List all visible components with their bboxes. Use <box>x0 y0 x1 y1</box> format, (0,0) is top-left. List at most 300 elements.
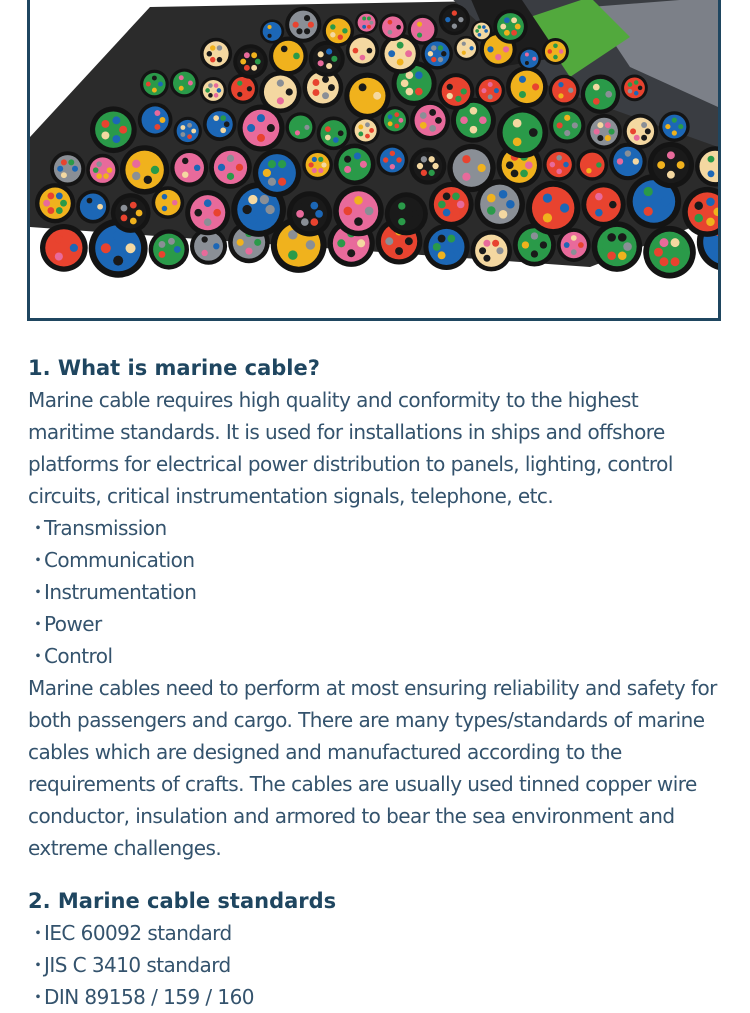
cable-core <box>107 167 113 173</box>
cable-core <box>443 209 451 217</box>
cable-core <box>447 251 455 259</box>
bullet-mark: ・ <box>28 953 48 977</box>
cable-core <box>429 125 436 132</box>
cable-core <box>532 83 539 90</box>
bullet-mark: ・ <box>28 516 48 540</box>
cable-core <box>447 93 453 99</box>
cable-core <box>310 202 318 210</box>
cable-core <box>312 79 319 86</box>
cable-core <box>328 84 335 91</box>
cable-core <box>492 240 499 247</box>
cable-core <box>365 207 374 216</box>
cable-core <box>358 125 363 130</box>
cable-core <box>607 251 616 260</box>
cable-core <box>571 249 577 255</box>
cable-core <box>214 83 219 88</box>
cable-core <box>455 81 461 87</box>
cable-core <box>553 44 558 49</box>
cable-core <box>208 83 213 88</box>
bullet-mark: ・ <box>28 548 48 572</box>
cable-core <box>558 93 563 98</box>
cable-core <box>213 209 221 217</box>
cable-core <box>644 187 653 196</box>
cable-core <box>429 109 436 116</box>
list-item: ・Communication <box>28 544 730 576</box>
cable-core <box>657 161 665 169</box>
cable-core <box>210 57 215 62</box>
cable-core <box>247 124 255 132</box>
cable-core <box>623 242 632 251</box>
cable-core <box>152 76 157 81</box>
application-list <box>28 512 730 672</box>
cable-core <box>217 88 222 93</box>
cable-core <box>151 166 159 174</box>
cable-core <box>93 167 99 173</box>
cable-core <box>641 122 647 128</box>
cable-core <box>595 193 603 201</box>
cable-core <box>405 50 412 57</box>
cable-core <box>213 243 219 249</box>
cable-core <box>159 241 166 248</box>
cable-core <box>112 135 120 143</box>
cable-core <box>628 89 633 94</box>
cable-core <box>180 132 185 137</box>
cable-core <box>429 156 435 162</box>
cable-core <box>617 158 623 164</box>
cable-core <box>405 237 413 245</box>
cable-core <box>543 213 552 222</box>
cable-core <box>540 241 547 248</box>
cable-core <box>452 24 457 29</box>
cable-core <box>432 163 438 169</box>
cable-core <box>415 71 423 79</box>
cable-core <box>383 157 388 162</box>
cable-core <box>101 120 109 128</box>
cable-core <box>103 173 109 179</box>
cable-core <box>458 17 463 22</box>
cable-core <box>146 121 152 127</box>
cable-core <box>360 161 367 168</box>
cable-core <box>367 48 373 54</box>
list-item: ・Transmission <box>28 512 730 544</box>
cable-core <box>179 86 184 91</box>
cable-core <box>132 160 140 168</box>
cable-core <box>478 164 486 172</box>
cable-core <box>469 46 473 50</box>
bullet-mark: ・ <box>28 644 48 668</box>
cable-core <box>257 134 265 142</box>
cable-core <box>217 45 222 50</box>
cable-core <box>638 86 643 91</box>
cable-core <box>532 57 536 61</box>
cable-core <box>240 59 246 65</box>
cable-core <box>586 156 591 161</box>
cable-core <box>607 233 616 242</box>
cable-core <box>531 250 538 257</box>
cable-core <box>452 10 457 15</box>
bullet-mark: ・ <box>28 921 48 945</box>
cable-core <box>220 127 226 133</box>
cable-core <box>354 152 361 159</box>
cable-core <box>488 82 493 87</box>
cable-core <box>205 88 210 93</box>
cable-core <box>462 42 466 46</box>
cable-core <box>267 25 271 29</box>
cable-core <box>571 235 577 241</box>
cable-core <box>101 243 111 253</box>
cable-core <box>265 205 274 214</box>
cable-core <box>529 128 538 137</box>
cable-core <box>96 173 102 179</box>
cable-core <box>237 92 242 97</box>
cable-core <box>461 88 467 94</box>
cable-core <box>431 45 436 50</box>
cable-core <box>513 119 522 128</box>
cable-core <box>194 165 200 171</box>
cable-core <box>360 41 366 47</box>
bullet-mark: ・ <box>28 612 48 636</box>
cable-core <box>519 76 526 83</box>
cable-core <box>275 29 279 33</box>
cable-core <box>595 209 603 217</box>
cable-core <box>441 51 446 56</box>
cable-core <box>385 237 393 245</box>
cable-core <box>210 121 216 127</box>
cable-core <box>354 169 361 176</box>
cable-core <box>443 192 451 200</box>
cable-core <box>428 51 433 56</box>
cable-core <box>304 15 310 21</box>
cable-core <box>281 46 288 53</box>
cable-core <box>557 122 563 128</box>
cable-core <box>267 34 271 38</box>
cable-core <box>154 124 160 130</box>
cable-core <box>593 84 600 91</box>
cable-core <box>191 129 196 134</box>
section-heading-standards: 2. Marine cable standards <box>28 889 337 913</box>
cable-core <box>179 75 184 80</box>
cable-core <box>354 217 363 226</box>
cable-core <box>452 192 460 200</box>
cable-core <box>625 166 631 172</box>
cable-core <box>593 98 600 105</box>
cable-core <box>482 25 486 29</box>
cable-core <box>43 200 50 207</box>
cable-core <box>278 160 286 168</box>
cable-core <box>487 206 496 215</box>
cable-core <box>429 170 435 176</box>
cable-core <box>420 122 427 129</box>
bullet-mark: ・ <box>28 580 48 604</box>
cable-core <box>388 20 393 25</box>
cable-core <box>217 57 222 62</box>
cable-core <box>660 257 669 266</box>
cable-core <box>634 80 639 85</box>
cable-core <box>295 130 300 135</box>
cable-core <box>61 172 67 178</box>
cable-core <box>296 15 302 21</box>
standards-section <box>28 885 730 1013</box>
cable-core <box>605 122 611 128</box>
cable-core <box>388 30 393 35</box>
cable-core <box>478 25 482 29</box>
cable-core <box>144 176 152 184</box>
cable-core <box>500 24 506 30</box>
cable-core <box>433 243 441 251</box>
cable-core <box>168 238 175 245</box>
cable-core <box>296 210 304 218</box>
cable-core <box>694 214 703 223</box>
cable-core <box>470 107 478 115</box>
cable-core <box>564 242 570 248</box>
cable-core <box>550 162 556 168</box>
cable-core <box>548 49 553 54</box>
section-heading-what-is: 1. What is marine cable? <box>28 356 320 380</box>
cable-core <box>293 53 300 60</box>
cable-core <box>365 134 370 139</box>
cable-core <box>396 25 401 30</box>
cable-core <box>394 124 399 129</box>
cable-core <box>255 59 261 65</box>
cable-core <box>358 132 363 137</box>
cable-core <box>213 127 219 133</box>
cable-core <box>672 130 677 135</box>
cable-core <box>337 239 345 247</box>
cable-core <box>708 170 715 177</box>
cable-core <box>525 53 529 57</box>
cable-core <box>288 250 297 259</box>
cable-core <box>130 218 137 225</box>
cable-core <box>312 168 317 173</box>
cable-core <box>406 88 414 96</box>
cable-core <box>488 94 493 99</box>
cable-core <box>295 119 300 124</box>
cable-core <box>162 194 168 200</box>
cable-core <box>267 124 275 132</box>
cable-core <box>330 24 335 29</box>
cable-core <box>421 156 427 162</box>
cable-photo-frame <box>27 0 721 321</box>
cable-core <box>484 29 488 33</box>
cable-core <box>676 248 685 257</box>
cable-core <box>260 215 269 224</box>
cable-core <box>496 247 503 254</box>
cable-core <box>333 124 339 130</box>
cable-core <box>318 168 323 173</box>
cable-core <box>168 254 175 261</box>
cable-core <box>248 215 257 224</box>
cable-core <box>60 200 67 207</box>
cable-core <box>462 51 466 55</box>
cable-core <box>503 46 509 52</box>
cable-core <box>506 161 514 169</box>
cable-core <box>245 248 252 255</box>
cable-core <box>318 51 324 57</box>
cable-core <box>309 162 314 167</box>
cable-core <box>322 92 329 99</box>
cable-core <box>665 124 670 129</box>
cable-core <box>281 60 288 67</box>
cable-core <box>182 158 188 164</box>
cable-core <box>338 34 343 39</box>
cable-core <box>572 122 578 128</box>
cable-core <box>224 121 230 127</box>
cable-core <box>367 17 371 21</box>
cable-core <box>369 21 373 25</box>
cable-core <box>394 112 399 117</box>
cable-core <box>522 241 529 248</box>
cable-core <box>630 128 636 134</box>
cable-core <box>333 137 339 143</box>
cable-core <box>479 116 487 124</box>
cable-core <box>483 255 490 262</box>
cable-core <box>462 155 470 163</box>
cable-core <box>338 22 343 27</box>
body-paragraph: Marine cables need to perform at most ensuring reliability and safety for both passengers and cargo. There are many types/standards of marine cables which are designed and manufactured according to the requirements of crafts. The cables are usually used tinned copper wire conductor, insulation and armored to bear the sea environment and extreme challenges. <box>28 676 717 860</box>
article-body <box>28 352 730 1013</box>
cable-core <box>322 76 329 83</box>
cable-core <box>220 51 225 56</box>
cable-core <box>244 65 250 71</box>
cable-core <box>251 52 257 58</box>
cable-core <box>301 202 309 210</box>
cable-core <box>227 155 234 162</box>
cable-core <box>438 57 443 62</box>
cable-core <box>564 115 570 121</box>
cable-core <box>201 236 207 242</box>
cable-core <box>268 160 276 168</box>
cable-core <box>519 91 526 98</box>
cable-core <box>559 49 564 54</box>
cable-core <box>504 17 510 23</box>
cable-core <box>360 21 364 25</box>
cable-core <box>435 117 442 124</box>
cable-core <box>204 218 212 226</box>
cable-core <box>677 161 685 169</box>
cable-core <box>706 198 715 207</box>
cable-core <box>113 256 123 266</box>
cable-core <box>330 32 335 37</box>
cable-core <box>671 238 680 247</box>
cable-core <box>344 207 353 216</box>
cable-core <box>277 80 284 87</box>
cable-core <box>68 159 74 165</box>
cable-core <box>121 205 128 212</box>
cable-core <box>390 151 395 156</box>
cable-core <box>633 158 639 164</box>
cable-core <box>103 161 109 167</box>
cable-core <box>113 231 123 241</box>
cable-core <box>318 157 323 162</box>
cable-core <box>605 135 611 141</box>
cable-core <box>420 112 427 119</box>
cable-core <box>208 93 213 98</box>
cable-core <box>586 168 591 173</box>
cable-core <box>447 235 455 243</box>
cable-core <box>47 207 54 214</box>
cable-core <box>237 239 244 246</box>
cable-core <box>396 157 401 162</box>
cable-core <box>293 22 299 28</box>
cable-core <box>373 92 381 100</box>
cable-core <box>296 28 302 34</box>
cable-core <box>438 251 446 259</box>
cable-core <box>511 30 517 36</box>
cable-core <box>452 243 460 251</box>
cable-core <box>132 172 140 180</box>
cable-core <box>605 91 612 98</box>
cable-core <box>672 117 677 122</box>
list-item: ・DIN 89158 / 159 / 160 <box>28 981 730 1013</box>
cable-core <box>388 121 393 126</box>
cable-core <box>520 170 528 178</box>
cable-core <box>154 110 160 116</box>
cable-core <box>55 252 63 260</box>
cable-core <box>462 173 470 181</box>
cable-core <box>531 232 538 239</box>
cable-core <box>96 161 102 167</box>
cable-core <box>237 81 242 86</box>
cable-core <box>388 114 393 119</box>
cable-core <box>401 80 409 88</box>
cable-core <box>338 130 344 136</box>
cable-core <box>304 28 310 34</box>
cable-core <box>180 125 185 130</box>
cable-core <box>558 82 563 87</box>
list-item: ・Power <box>28 608 730 640</box>
cable-core <box>578 242 584 248</box>
cable-core <box>475 29 479 33</box>
cable-core <box>556 169 562 175</box>
cable-core <box>353 48 359 54</box>
cable-core <box>248 195 257 204</box>
cable-core <box>146 82 151 87</box>
cable-core <box>634 122 640 128</box>
cable-core <box>136 210 143 217</box>
cable-core <box>654 248 663 257</box>
cable-core <box>661 197 670 206</box>
cable-core <box>369 128 374 133</box>
cable-core <box>144 156 152 164</box>
cable-core <box>706 218 715 227</box>
cable-core <box>644 207 653 216</box>
list-item: ・JIS C 3410 standard <box>28 949 730 981</box>
cable-core <box>445 17 450 22</box>
cable-core <box>398 202 405 209</box>
cable-core <box>417 22 422 27</box>
cable-core <box>251 65 257 71</box>
cable-core <box>455 96 461 102</box>
cable-core <box>556 155 562 161</box>
cable-core <box>360 55 366 61</box>
cable-core <box>159 117 165 123</box>
cable-core <box>162 206 168 212</box>
cable-core <box>306 240 315 249</box>
cable-core <box>397 59 404 66</box>
cable-core <box>359 83 367 91</box>
cable-core <box>304 125 309 130</box>
cable-core <box>487 46 493 52</box>
cable-core <box>594 129 600 135</box>
cable-core <box>263 169 271 177</box>
cable-core <box>487 194 496 203</box>
cable-core <box>214 93 219 98</box>
cable-core <box>499 190 508 199</box>
cable-core <box>362 25 366 29</box>
cable-core <box>483 240 490 247</box>
cable-core <box>478 33 482 37</box>
cable-core <box>201 250 207 256</box>
